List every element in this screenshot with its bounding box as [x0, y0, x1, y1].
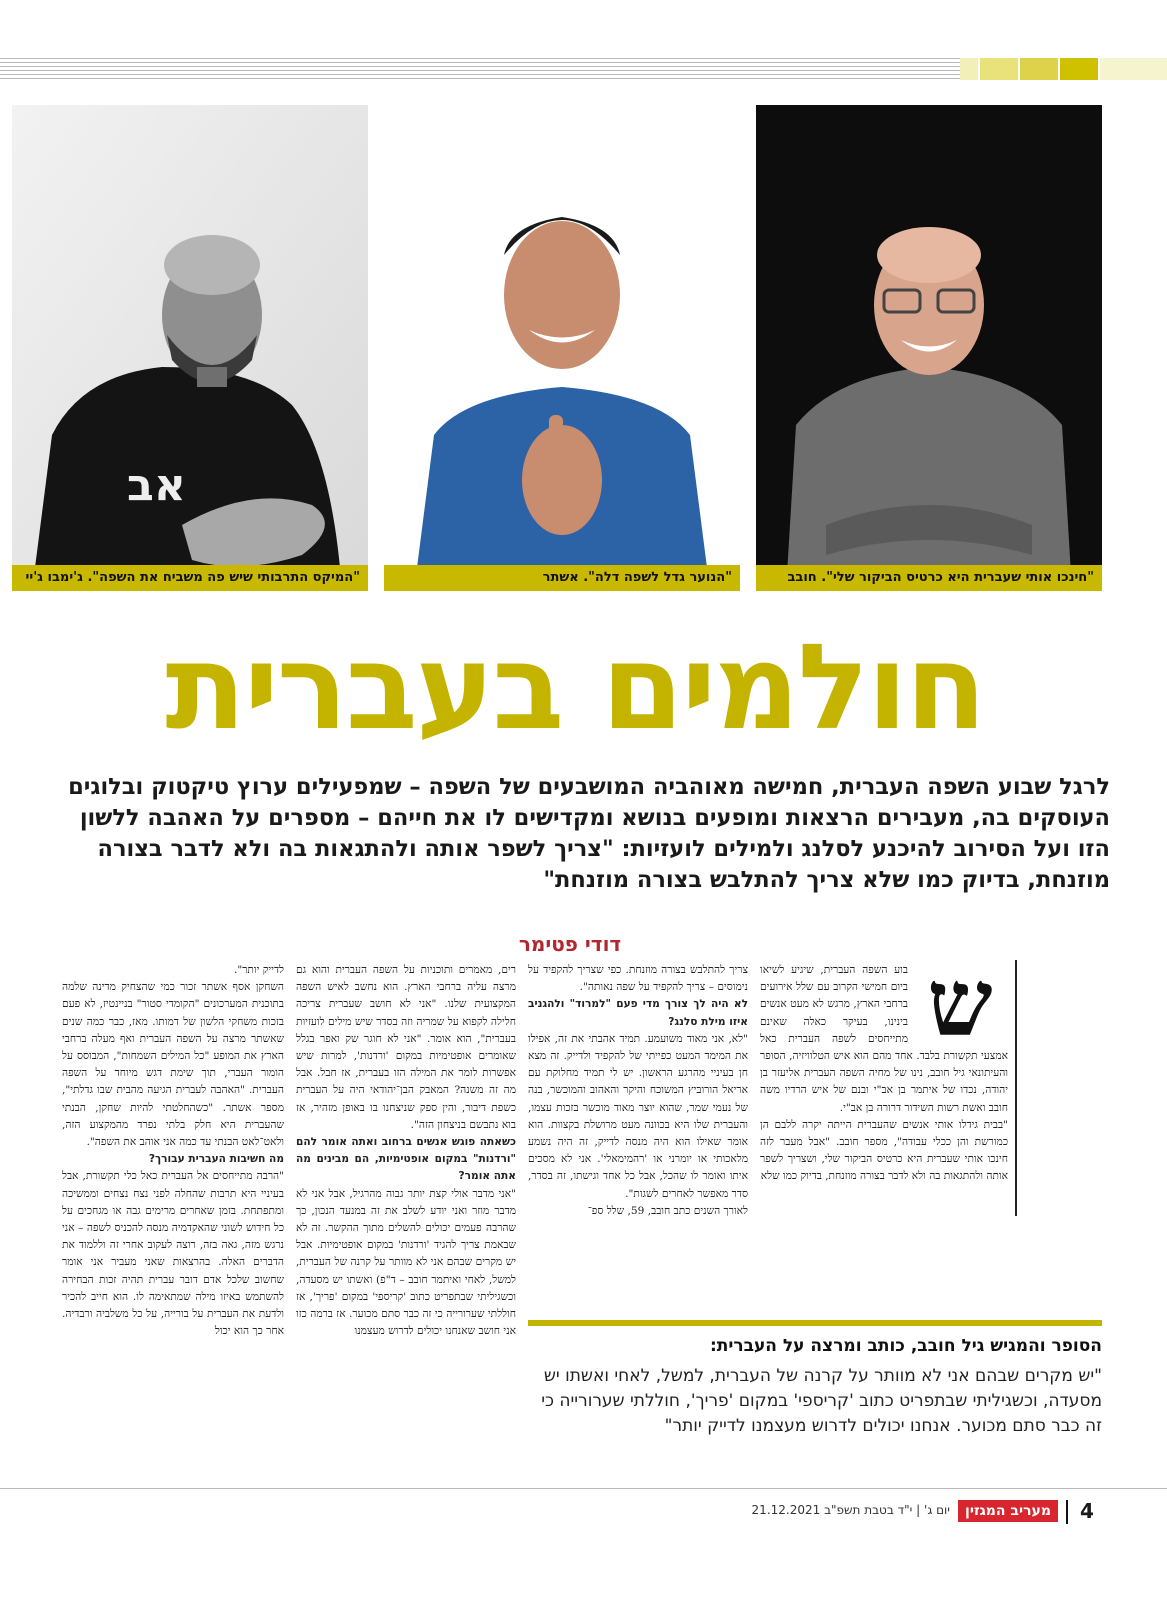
photo-caption: "חינכו אותי שעברית היא כרטיס הביקור שלי". חובב [756, 565, 1102, 591]
page-number: 4 [1080, 1499, 1094, 1523]
issue-date: יום ג' | י"ד בטבת תשפ"ב 21.12.2021 [751, 1503, 950, 1517]
article-column-3 [296, 962, 516, 1472]
dropcap-space [908, 962, 1008, 1048]
photo-caption: "המיקס התרבותי שיש פה משביח את השפה". ג'ימבו ג'יי [12, 565, 368, 591]
photo-eshtar [384, 105, 740, 591]
pullquote-heading: הסופר והמגיש גיל חובב, כותב ומרצה על העברית: [709, 1336, 1102, 1356]
header-stripes [0, 58, 960, 80]
footer-separator [1066, 1500, 1068, 1524]
header-block [1020, 58, 1058, 80]
publication-logo: מעריב המגזין [958, 1500, 1058, 1522]
column-rule [1015, 960, 1017, 1216]
interview-question: לא היה לך צורך מדי פעם "למרוד" ולהגניב איזו מילת סלנג? [528, 998, 748, 1028]
paragraph: "לא, אני מאוד משועמע. תמיד אהבתי את זה, אפילו את המימד המעט כפייתי של להקפיד ולדייק. זה מצא חן בעיניי מהרגע הראשון. יש לי תמיד מחלוקת עם אריאל הורוביץ המשוכח והיקר והאהוב והמוכשר, בנה של נעמי שמר, שהוא יוצר מאוד מוכשר בזכות עצמו, והעברית שלו היא בכוונה מעט מרושלת בקצוות. הוא אומר שאילו הוא היה מנסה לדייק, זה היה נשמע מלאכותי או יומרני או 'רהמימאלי'. אני לא מסכים איתו ואומר לו שהכל, אבל כל אחד וגישתו, זה בסדר, סדר מאפשר לאחרים לשגות". [528, 1032, 748, 1200]
photo-jimbo [12, 105, 368, 591]
portrait-photo-icon [756, 105, 1102, 591]
pullquote-bar [528, 1320, 1102, 1326]
article-column-1 [760, 962, 1008, 1300]
headline: חולמים בעברית [165, 618, 985, 756]
photo-caption: "הנוער גדל לשפה דלה". אשתר [384, 565, 740, 591]
header-block [960, 58, 978, 80]
paragraph: "בבית גידלו אותי אנשים שהעברית הייתה יקרה ללבם הן כמורשת והן ככלי עבודה", מספר חובב. "אבל מעבר לזה חינכו אותי שעברית היא כרטיס הביקור שלי, ושצריך לשפר אותה ולהתגאות בה ולא לדבר בצורה מוזנחת, בדיוק כמו שלא [760, 1118, 1008, 1183]
article-column-2 [528, 962, 748, 1300]
header-block [980, 58, 1018, 80]
interview-question: מה חשיבות העברית עבורך? [148, 1153, 284, 1166]
paragraph: השחקן אסף אשתר זכור כמי שהצחיק מדינה שלמה בתוכנית המערכונים "הקומדי סטור" בניינטיז, לא פעם בזכות משחקי הלשון של דמותו. מאז, כבר כמה שנים שאשתר מרצה על השפה העברית ואף מעלה ברחבי הארץ את המופע "כל המילים השמחות", המבוסס על הומור העברי, תוך שימת דגש מיוחד על השפה העברית. "האהבה לעברית הגיעה מהבית שבו גדלתי", מספר אשתר. "כשהחלטתי להיות שחקן, הבנתי שהעברית היא חלק בלתי נפרד מהמקצוע הזה, ולאט־לאט הבנתי עד כמה אני אוהב את השפה". [62, 981, 284, 1149]
portrait-photo-icon [384, 105, 740, 591]
photo-hovav [756, 105, 1102, 591]
paragraph: צריך להתלבש בצורה מוזנחת. כפי שצריך להקפיד על נימוסים – צריך להקפיד על שפה נאותה". [528, 964, 748, 994]
paragraph: לדייק יותר". [233, 964, 284, 976]
pullquote-body: "יש מקרים שבהם אני לא מוותר על קרנה של העברית, למשל, לאחי ואשתו יש מסעדה, וכשגיליתי שבתפריט כתוב 'קריספי' במקום 'פריך', חוללתי שערורייה כי זה כבר סתם מכוער. אנחנו יכולים לדרוש מעצמנו לדייק יותר" [541, 1366, 1102, 1436]
paragraph: רים, מאמרים ותוכניות על השפה העברית והוא גם מרצה עליה ברחבי הארץ. הוא נחשב לאיש השפה המקצועית שלנו. "אני לא חושב שעברית צריכה חלילה לקפוא על שמריה וזה בסדר שיש מילים לועזיות בעברית", הוא אומר. "אני לא חוגר שק ואפר בגלל שאומרים אופטימיות במקום 'ורדנות', למרות שיש אפשרות לומר את המילה הזו בעברית, אז חבל. אבל מה זה משנה? המאבק הבן־יהודאי היה על העברית כשפת דיבור, והין ספק שניצחנו בו באופן מזהיר, אז בוא נתבשם בניצחון הזה". [296, 964, 516, 1131]
paragraph: "אני מדבר אולי קצת יותר גבוה מהרגיל, אבל אני לא מדבר מוזר ואני יודע לשלב את זה במנעד הנכון, כך שהרבה פעמים יכולים להשלים מתוך ההקשר. זה לא שבאמת צריך להגיד 'ורדנות' במקום אופטימיות. אבל יש מקרים שבהם אני לא מוותר על קרנה של העברית, למשל, לאחי ואיתמר חובב – ד"פ) ואשתו יש מסעדה, וכשגיליתי שבתפריט כתוב 'קריספי' במקום 'פריך', אז חוללתי שערורייה כי זה כבר סתם מכוער. אז ברמה כזו אני חושב שאנחנו יכולים לדרוש מעצמנו [296, 1187, 516, 1338]
byline: דודי פטימר [518, 932, 622, 956]
drop-cap: ש [927, 949, 993, 1057]
header-block [1100, 58, 1167, 80]
footer-rule [0, 1488, 1167, 1489]
paragraph: לאורך השנים כתב חובב, 59, שלל ספ־ [587, 1204, 748, 1217]
header-block [1060, 58, 1098, 80]
interview-question: כשאתה פוגש אנשים ברחוב ואתה אומר להם "ורדנות" במקום אופטימיות, הם מבינים מה אתה אומר? [296, 1136, 516, 1183]
paragraph: בוע השפה העברית, שיגיע לשיאו ביום חמישי הקרוב עם שלל אירועים ברחבי הארץ, מרגש לא מעט אנשים בינינו, בעיקר כאלה שאינם מתייחסים לשפה העברית כאל אמצעי תקשורת בלבד. אחד מהם הוא איש הטלוויזיה, הסופר והעיתונאי גיל חובב, נינו של מחיה השפה העברית אליעזר בן יהודה, נכדו של איתמר בן אב"י ובנם של איש הרדיו משה חובב ואשת רשות השידור דרורה בן אב"י. [760, 964, 1008, 1114]
paragraph: "הרבה מתייחסים אל העברית כאל כלי תקשורת, אבל בעיניי היא תרבות שהחלה לפני נצח נצחים וממשיכה ומתפתחת. בזמן שאחרים מרימים גבה או מגחכים על כל חידוש לשוני שהאקדמיה מנסה להכניס לשפה – אני נרגש מזה, גאה בזה, רוצה לעקוב אחרי זה וללמוד את הדברים האלה. בהרצאות שאני מעביר אני אומר שחשוב שלכל אדם דובר עברית תהיה זכות הבחירה להשתמש באיזו מילה שמתאימה לו. הוא חייב להכיר ולדעת את העברית על בורייה, על כל משלביה ורבדיה. אחר כך הוא יכול [62, 1170, 284, 1338]
article-column-4 [62, 962, 284, 1472]
svg-text:אב: אב [127, 460, 186, 511]
article-deck: לרגל שבוע השפה העברית, חמישה מאוהביה המושבעים של השפה – שמפעילים ערוץ טיקטוק ובלוגים העוסקים בה, מעבירים הרצאות ומופעים בנושא ומקדישים לו את חייהם – מספרים על האהבה ללשון הזו ועל הסירוב להיכנע לסלנג ולמילים לועזיות: "צריך לשפר אותה ולהתגאות בה ולא לדבר בצורה מוזנחת, בדיוק כמו שלא צריך להתלבש בצורה מוזנחת" [68, 774, 1110, 893]
portrait-photo-icon [12, 105, 368, 591]
